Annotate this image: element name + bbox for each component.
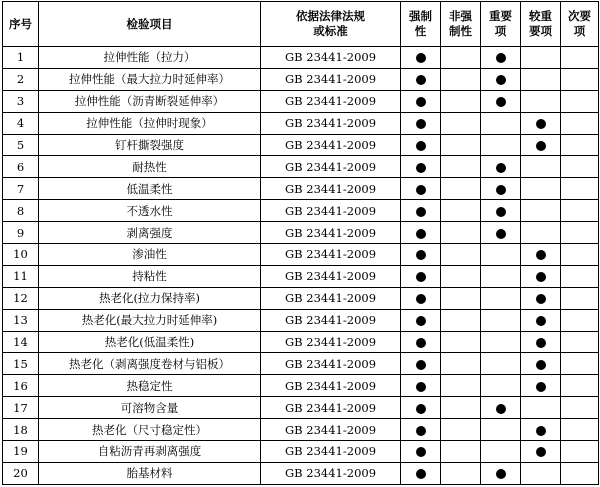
row-item: 自粘沥青再剥离强度 xyxy=(39,441,261,463)
row-index: 11 xyxy=(3,265,39,287)
header-non-mandatory-line1: 非强 xyxy=(449,9,472,23)
row-mandatory-cell xyxy=(401,287,441,309)
row-relatively-important-cell xyxy=(521,244,561,266)
filled-circle-icon xyxy=(416,338,426,348)
row-index: 17 xyxy=(3,397,39,419)
row-important-cell xyxy=(481,265,521,287)
row-relatively-important-cell xyxy=(521,441,561,463)
filled-circle-icon xyxy=(496,75,506,85)
row-standard: GB 23441-2009 xyxy=(261,244,401,266)
row-relatively-important-cell xyxy=(521,331,561,353)
filled-circle-icon xyxy=(416,272,426,282)
row-item: 渗油性 xyxy=(39,244,261,266)
row-important-cell xyxy=(481,134,521,156)
row-important-cell xyxy=(481,353,521,375)
row-item: 耐热性 xyxy=(39,156,261,178)
row-standard: GB 23441-2009 xyxy=(261,353,401,375)
filled-circle-icon xyxy=(536,119,546,129)
table-row xyxy=(3,178,599,200)
row-standard: GB 23441-2009 xyxy=(261,397,401,419)
row-mandatory-cell xyxy=(401,462,441,484)
row-relatively-important-cell xyxy=(521,265,561,287)
filled-circle-icon xyxy=(416,163,426,173)
row-important-cell xyxy=(481,112,521,134)
row-important-cell xyxy=(481,156,521,178)
table-row xyxy=(3,47,599,69)
row-mandatory-cell xyxy=(401,309,441,331)
header-item xyxy=(39,2,261,47)
row-item: 热老化(低温柔性) xyxy=(39,331,261,353)
filled-circle-icon xyxy=(416,447,426,457)
header-mandatory-line2: 性 xyxy=(414,24,427,38)
row-standard: GB 23441-2009 xyxy=(261,462,401,484)
row-index: 14 xyxy=(3,331,39,353)
row-index: 13 xyxy=(3,309,39,331)
table-row xyxy=(3,419,599,441)
row-non-mandatory-cell xyxy=(441,47,481,69)
row-mandatory-cell xyxy=(401,397,441,419)
row-non-mandatory-cell xyxy=(441,68,481,90)
row-non-mandatory-cell xyxy=(441,244,481,266)
row-item: 拉伸性能（拉力） xyxy=(39,47,261,69)
row-important-cell xyxy=(481,244,521,266)
table-row xyxy=(3,397,599,419)
filled-circle-icon xyxy=(496,163,506,173)
filled-circle-icon xyxy=(496,185,506,195)
table-body xyxy=(3,47,599,485)
row-important-cell xyxy=(481,441,521,463)
row-index: 20 xyxy=(3,462,39,484)
row-secondary-cell xyxy=(561,90,599,112)
row-index: 2 xyxy=(3,68,39,90)
row-mandatory-cell xyxy=(401,244,441,266)
header-relatively-important-line2: 要项 xyxy=(529,24,552,38)
row-important-cell xyxy=(481,287,521,309)
row-non-mandatory-cell xyxy=(441,353,481,375)
table-row xyxy=(3,265,599,287)
header-standard-line1: 依据法律法规 xyxy=(296,9,365,23)
filled-circle-icon xyxy=(416,53,426,63)
filled-circle-icon xyxy=(536,426,546,436)
row-mandatory-cell xyxy=(401,178,441,200)
table-row xyxy=(3,112,599,134)
row-mandatory-cell xyxy=(401,419,441,441)
filled-circle-icon xyxy=(536,294,546,304)
filled-circle-icon xyxy=(536,360,546,370)
row-secondary-cell xyxy=(561,265,599,287)
row-mandatory-cell xyxy=(401,331,441,353)
row-item: 持粘性 xyxy=(39,265,261,287)
row-relatively-important-cell xyxy=(521,309,561,331)
row-important-cell xyxy=(481,397,521,419)
table-row xyxy=(3,90,599,112)
row-non-mandatory-cell xyxy=(441,90,481,112)
row-non-mandatory-cell xyxy=(441,287,481,309)
header-important xyxy=(481,2,521,47)
row-standard: GB 23441-2009 xyxy=(261,156,401,178)
filled-circle-icon xyxy=(416,141,426,151)
row-relatively-important-cell xyxy=(521,90,561,112)
table-row xyxy=(3,200,599,222)
table-row xyxy=(3,462,599,484)
row-item: 剥离强度 xyxy=(39,222,261,244)
header-item-label: 检验项目 xyxy=(126,16,173,31)
header-secondary-line2: 项 xyxy=(573,24,586,38)
row-secondary-cell xyxy=(561,375,599,397)
filled-circle-icon xyxy=(416,229,426,239)
header-index xyxy=(3,2,39,47)
row-secondary-cell xyxy=(561,462,599,484)
row-relatively-important-cell xyxy=(521,47,561,69)
row-non-mandatory-cell xyxy=(441,265,481,287)
row-secondary-cell xyxy=(561,287,599,309)
row-standard: GB 23441-2009 xyxy=(261,441,401,463)
header-important-line2: 项 xyxy=(494,24,507,38)
row-non-mandatory-cell xyxy=(441,375,481,397)
row-item: 热老化（剥离强度卷材与铝板） xyxy=(39,353,261,375)
row-index: 8 xyxy=(3,200,39,222)
row-index: 7 xyxy=(3,178,39,200)
row-standard: GB 23441-2009 xyxy=(261,134,401,156)
filled-circle-icon xyxy=(496,53,506,63)
filled-circle-icon xyxy=(416,360,426,370)
row-index: 4 xyxy=(3,112,39,134)
row-secondary-cell xyxy=(561,397,599,419)
row-relatively-important-cell xyxy=(521,200,561,222)
row-important-cell xyxy=(481,419,521,441)
row-relatively-important-cell xyxy=(521,68,561,90)
filled-circle-icon xyxy=(496,404,506,414)
row-index: 15 xyxy=(3,353,39,375)
table-row xyxy=(3,441,599,463)
header-mandatory-line1: 强制 xyxy=(409,9,432,23)
row-mandatory-cell xyxy=(401,47,441,69)
filled-circle-icon xyxy=(536,272,546,282)
row-secondary-cell xyxy=(561,441,599,463)
row-secondary-cell xyxy=(561,200,599,222)
row-item: 胎基材料 xyxy=(39,462,261,484)
header-mandatory xyxy=(401,2,441,47)
table-row xyxy=(3,287,599,309)
filled-circle-icon xyxy=(416,185,426,195)
row-relatively-important-cell xyxy=(521,353,561,375)
filled-circle-icon xyxy=(416,294,426,304)
row-non-mandatory-cell xyxy=(441,397,481,419)
row-item: 不透水性 xyxy=(39,200,261,222)
table-row xyxy=(3,156,599,178)
row-index: 6 xyxy=(3,156,39,178)
row-relatively-important-cell xyxy=(521,462,561,484)
row-secondary-cell xyxy=(561,309,599,331)
filled-circle-icon xyxy=(496,229,506,239)
row-item: 拉伸性能（最大拉力时延伸率） xyxy=(39,68,261,90)
row-mandatory-cell xyxy=(401,265,441,287)
row-standard: GB 23441-2009 xyxy=(261,419,401,441)
row-index: 9 xyxy=(3,222,39,244)
row-standard: GB 23441-2009 xyxy=(261,309,401,331)
row-index: 16 xyxy=(3,375,39,397)
row-non-mandatory-cell xyxy=(441,462,481,484)
row-non-mandatory-cell xyxy=(441,419,481,441)
row-relatively-important-cell xyxy=(521,178,561,200)
row-relatively-important-cell xyxy=(521,397,561,419)
row-standard: GB 23441-2009 xyxy=(261,90,401,112)
table-row xyxy=(3,375,599,397)
header-non-mandatory xyxy=(441,2,481,47)
row-mandatory-cell xyxy=(401,200,441,222)
row-mandatory-cell xyxy=(401,441,441,463)
filled-circle-icon xyxy=(416,469,426,479)
inspection-items-table xyxy=(2,1,599,485)
table-row xyxy=(3,134,599,156)
filled-circle-icon xyxy=(496,469,506,479)
filled-circle-icon xyxy=(416,207,426,217)
row-important-cell xyxy=(481,462,521,484)
filled-circle-icon xyxy=(416,404,426,414)
row-secondary-cell xyxy=(561,244,599,266)
row-relatively-important-cell xyxy=(521,112,561,134)
row-relatively-important-cell xyxy=(521,375,561,397)
row-non-mandatory-cell xyxy=(441,309,481,331)
row-relatively-important-cell xyxy=(521,419,561,441)
filled-circle-icon xyxy=(536,250,546,260)
row-important-cell xyxy=(481,309,521,331)
row-secondary-cell xyxy=(561,331,599,353)
row-important-cell xyxy=(481,90,521,112)
row-relatively-important-cell xyxy=(521,134,561,156)
row-standard: GB 23441-2009 xyxy=(261,331,401,353)
header-relatively-important-line1: 较重 xyxy=(529,9,552,23)
row-non-mandatory-cell xyxy=(441,112,481,134)
row-relatively-important-cell xyxy=(521,287,561,309)
table-row xyxy=(3,68,599,90)
filled-circle-icon xyxy=(536,141,546,151)
table-row xyxy=(3,353,599,375)
filled-circle-icon xyxy=(496,97,506,107)
row-important-cell xyxy=(481,178,521,200)
header-row xyxy=(3,2,599,47)
row-standard: GB 23441-2009 xyxy=(261,222,401,244)
row-index: 19 xyxy=(3,441,39,463)
filled-circle-icon xyxy=(416,75,426,85)
header-important-line1: 重要 xyxy=(489,9,512,23)
header-secondary xyxy=(561,2,599,47)
table-row xyxy=(3,309,599,331)
filled-circle-icon xyxy=(536,382,546,392)
row-standard: GB 23441-2009 xyxy=(261,375,401,397)
row-standard: GB 23441-2009 xyxy=(261,200,401,222)
row-non-mandatory-cell xyxy=(441,331,481,353)
row-non-mandatory-cell xyxy=(441,222,481,244)
row-important-cell xyxy=(481,331,521,353)
row-index: 18 xyxy=(3,419,39,441)
row-important-cell xyxy=(481,200,521,222)
row-item: 低温柔性 xyxy=(39,178,261,200)
table-header xyxy=(3,2,599,47)
filled-circle-icon xyxy=(536,447,546,457)
row-non-mandatory-cell xyxy=(441,441,481,463)
row-relatively-important-cell xyxy=(521,156,561,178)
filled-circle-icon xyxy=(416,97,426,107)
row-standard: GB 23441-2009 xyxy=(261,68,401,90)
filled-circle-icon xyxy=(536,316,546,326)
row-item: 热老化(最大拉力时延伸率) xyxy=(39,309,261,331)
header-non-mandatory-line2: 制性 xyxy=(449,24,472,38)
row-important-cell xyxy=(481,47,521,69)
row-secondary-cell xyxy=(561,112,599,134)
row-secondary-cell xyxy=(561,178,599,200)
row-non-mandatory-cell xyxy=(441,178,481,200)
table-row xyxy=(3,222,599,244)
filled-circle-icon xyxy=(416,119,426,129)
row-secondary-cell xyxy=(561,222,599,244)
row-mandatory-cell xyxy=(401,375,441,397)
row-standard: GB 23441-2009 xyxy=(261,265,401,287)
row-secondary-cell xyxy=(561,419,599,441)
row-secondary-cell xyxy=(561,47,599,69)
row-secondary-cell xyxy=(561,68,599,90)
row-item: 热老化（尺寸稳定性） xyxy=(39,419,261,441)
row-secondary-cell xyxy=(561,156,599,178)
filled-circle-icon xyxy=(536,338,546,348)
header-relatively-important xyxy=(521,2,561,47)
row-mandatory-cell xyxy=(401,222,441,244)
row-non-mandatory-cell xyxy=(441,156,481,178)
row-important-cell xyxy=(481,68,521,90)
row-important-cell xyxy=(481,222,521,244)
row-item: 拉伸性能（拉伸时现象） xyxy=(39,112,261,134)
table-row xyxy=(3,331,599,353)
header-secondary-line1: 次要 xyxy=(568,9,591,23)
row-standard: GB 23441-2009 xyxy=(261,287,401,309)
header-standard-line2: 或标准 xyxy=(313,24,348,38)
row-mandatory-cell xyxy=(401,156,441,178)
row-item: 可溶物含量 xyxy=(39,397,261,419)
filled-circle-icon xyxy=(416,426,426,436)
row-mandatory-cell xyxy=(401,90,441,112)
row-secondary-cell xyxy=(561,134,599,156)
row-index: 10 xyxy=(3,244,39,266)
row-secondary-cell xyxy=(561,353,599,375)
row-item: 热老化(拉力保持率) xyxy=(39,287,261,309)
row-mandatory-cell xyxy=(401,112,441,134)
row-index: 12 xyxy=(3,287,39,309)
filled-circle-icon xyxy=(496,207,506,217)
row-item: 热稳定性 xyxy=(39,375,261,397)
row-item: 钉杆撕裂强度 xyxy=(39,134,261,156)
header-index-label: 序号 xyxy=(9,16,32,31)
filled-circle-icon xyxy=(416,316,426,326)
row-standard: GB 23441-2009 xyxy=(261,112,401,134)
row-standard: GB 23441-2009 xyxy=(261,47,401,69)
row-item: 拉伸性能（沥青断裂延伸率） xyxy=(39,90,261,112)
filled-circle-icon xyxy=(416,382,426,392)
header-standard xyxy=(261,2,401,47)
filled-circle-icon xyxy=(416,250,426,260)
row-non-mandatory-cell xyxy=(441,200,481,222)
row-index: 3 xyxy=(3,90,39,112)
row-standard: GB 23441-2009 xyxy=(261,178,401,200)
row-non-mandatory-cell xyxy=(441,134,481,156)
row-mandatory-cell xyxy=(401,353,441,375)
row-mandatory-cell xyxy=(401,134,441,156)
row-index: 5 xyxy=(3,134,39,156)
row-important-cell xyxy=(481,375,521,397)
row-index: 1 xyxy=(3,47,39,69)
table-row xyxy=(3,244,599,266)
row-relatively-important-cell xyxy=(521,222,561,244)
row-mandatory-cell xyxy=(401,68,441,90)
